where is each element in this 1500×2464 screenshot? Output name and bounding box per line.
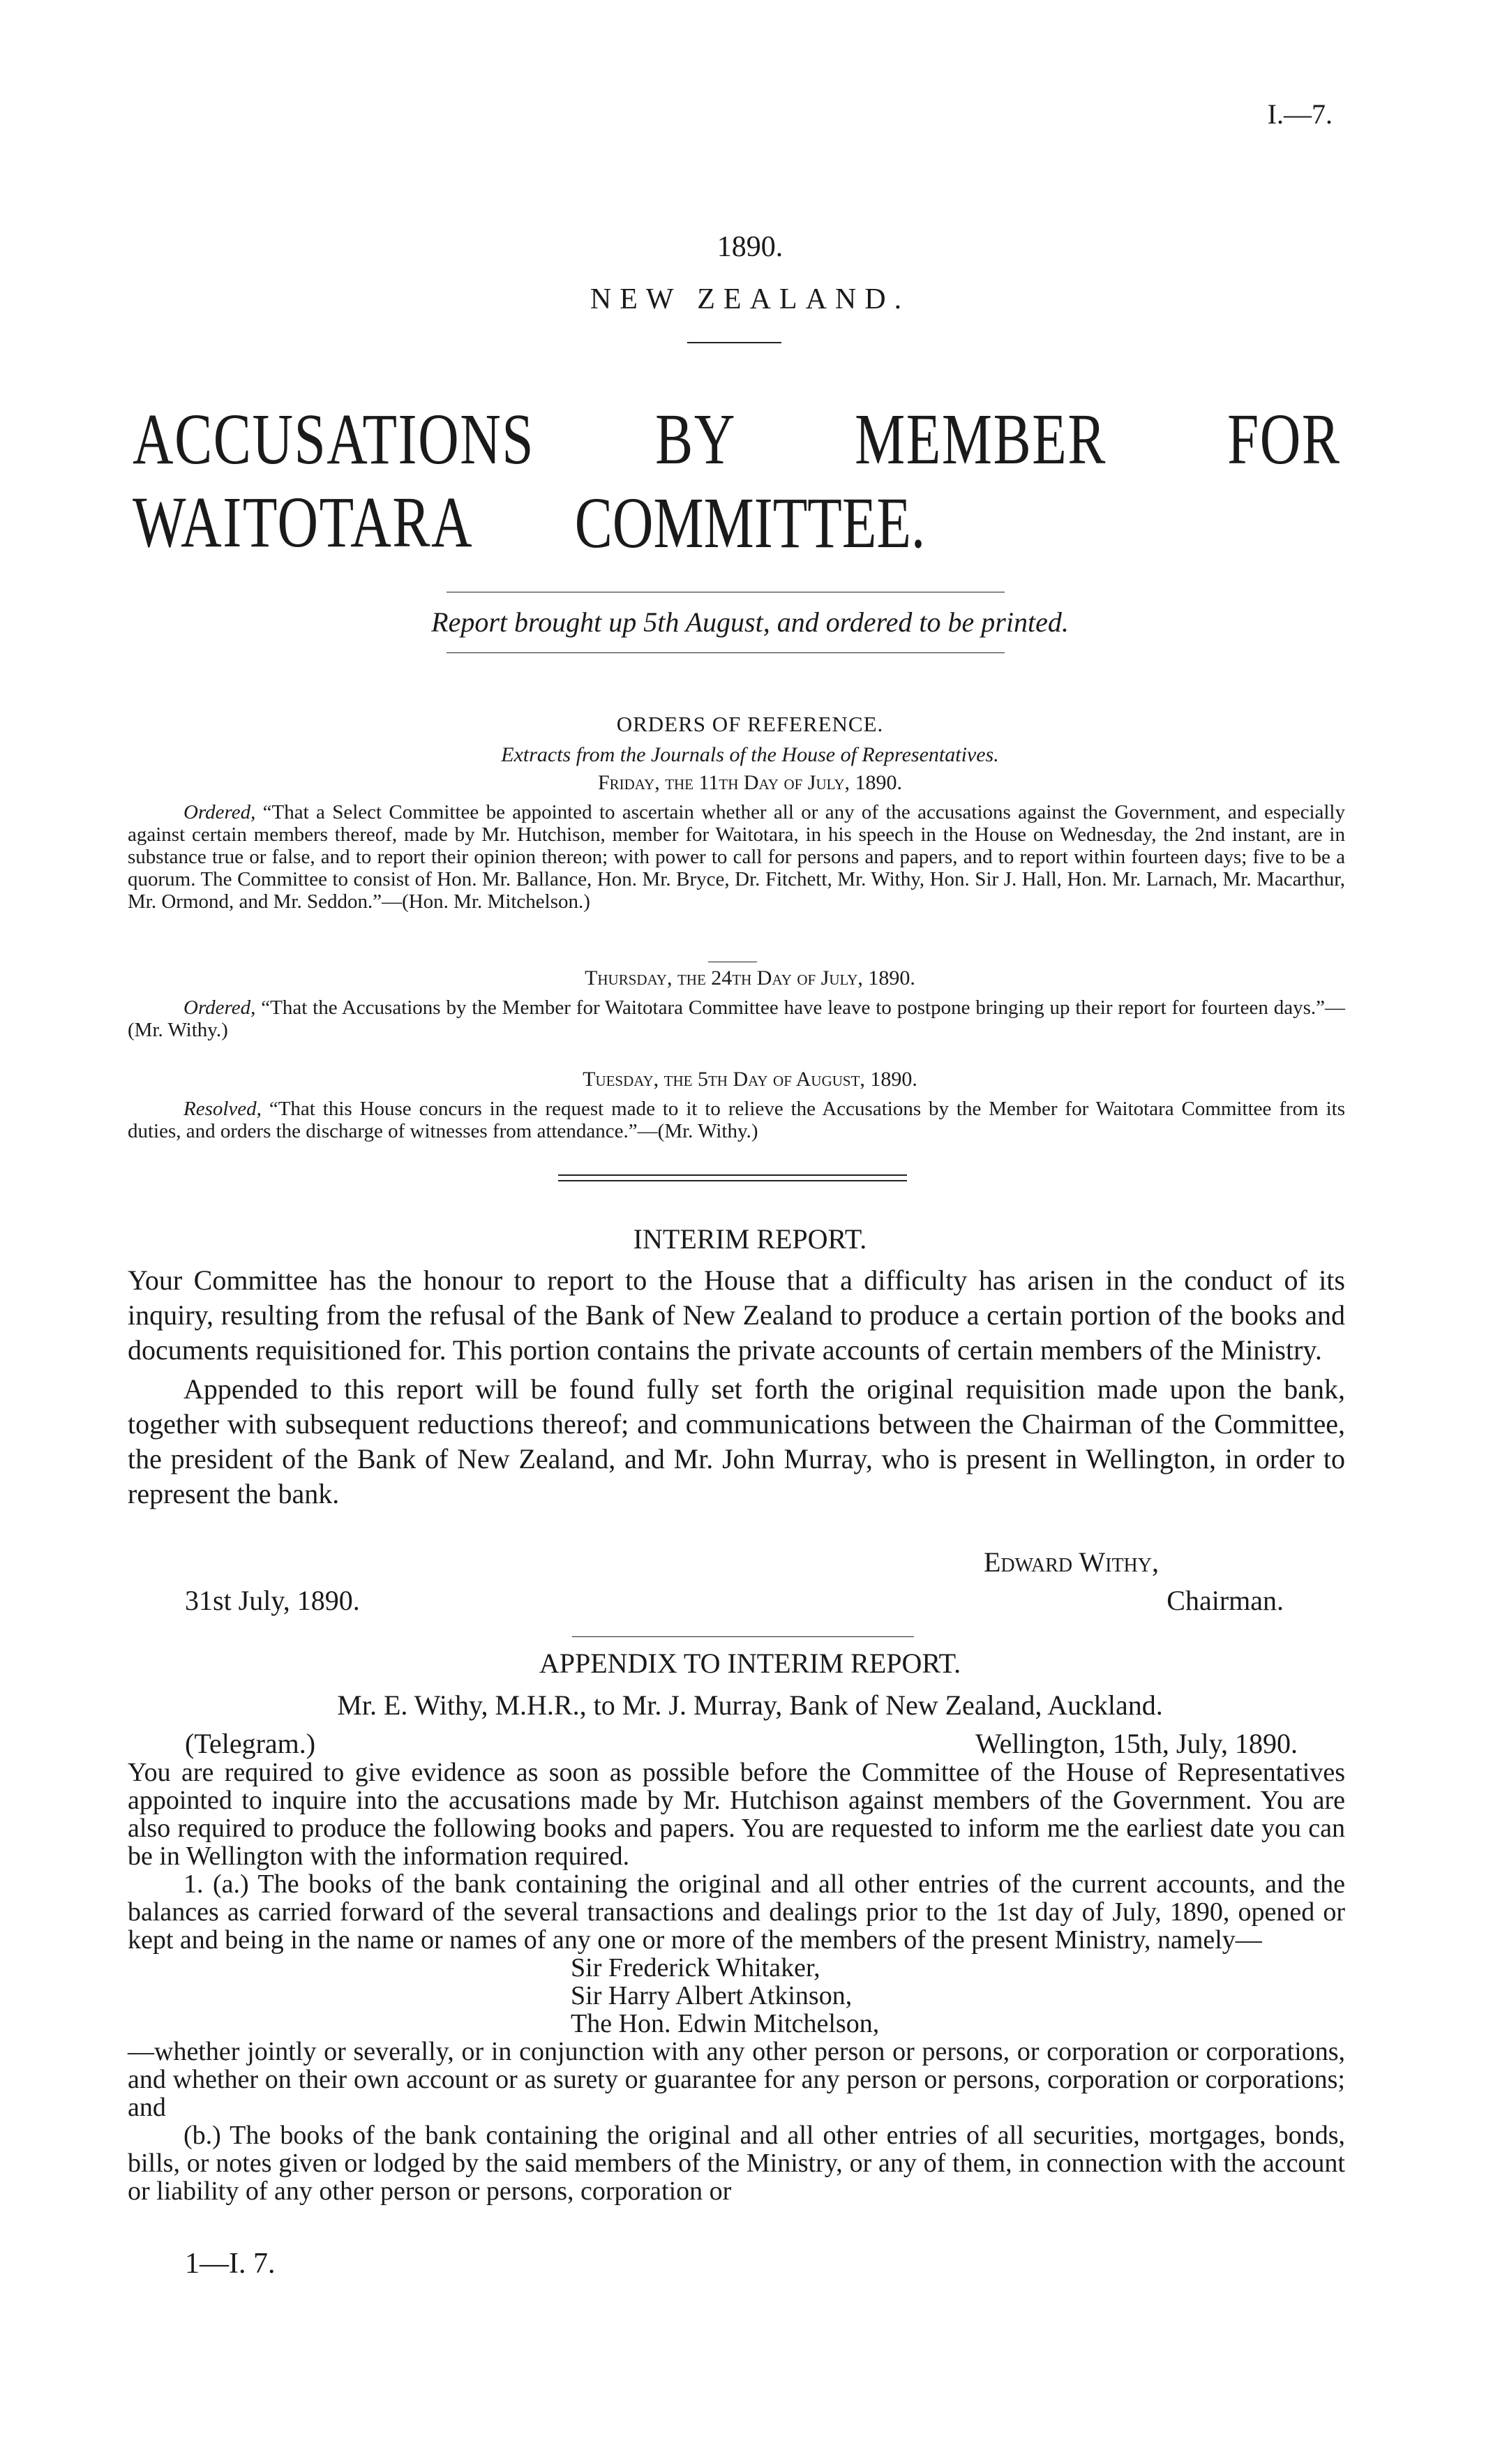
appendix-paragraph-1: You are required to give evidence as soon as possible before the Committee of the House of Representatives appointed to inquire into the accusations made by Mr. Hutchison against members of the Government. You are also required to produce the following books and papers. You are requested to inform me the earliest date you can be in Wellington with the information required.	[128, 1758, 1345, 1871]
orders-text-3: “That this House concurs in the request made to it to relieve the Accusations by the Member for Waitotara Committee from its duties, and orders the discharge of witnesses from attendance.”—(Mr. Withy.)	[128, 1098, 1345, 1142]
appendix-body	[128, 1759, 1345, 2205]
appendix-address: Mr. E. Withy, M.H.R., to Mr. J. Murray, Bank of New Zealand, Auckland.	[337, 1689, 1163, 1721]
minister-name: Sir Harry Albert Atkinson,	[571, 1981, 853, 2010]
interim-paragraph-2: Appended to this report will be found fully set forth the original requisition made upon the bank, together with subsequent reductions thereof; and communications between the Chairman of the Committee, the president of the Bank of New Zealand, and Mr. John Murray, who is present in Wellington, in order to represent the bank.	[128, 1373, 1345, 1509]
telegram-date: Wellington, 15th, July, 1890.	[975, 1728, 1298, 1759]
orders-paragraph-1	[128, 801, 1345, 913]
double-rule	[558, 1180, 907, 1181]
minister-name: Sir Frederick Whitaker,	[571, 1953, 820, 1983]
appendix-paragraph-4: (b.) The books of the bank containing the original and all other entries of all securities, mortgages, bonds, bills, or notes given or lodged by the said members of the Ministry, or any of them, in connection with the account or liability of any other person or persons, corporation or	[128, 2121, 1345, 2206]
orders-date-1: Friday, the 11th Day of July, 1890.	[597, 771, 903, 794]
title-line-2: COMMITTEE.	[574, 483, 926, 563]
telegram-label: (Telegram.)	[185, 1728, 316, 1759]
report-date: 31st July, 1890.	[185, 1585, 360, 1616]
signature-mark: 1—I. 7.	[185, 2248, 276, 2280]
orders-date-3: Tuesday, the 5th Day of August, 1890.	[583, 1068, 917, 1091]
interim-body	[128, 1263, 1345, 1511]
divider	[447, 652, 1005, 653]
double-rule	[558, 1174, 907, 1176]
ordered-label: Ordered,	[183, 801, 256, 823]
minister-name: The Hon. Edwin Mitchelson,	[571, 2009, 880, 2038]
appendix-heading: APPENDIX TO INTERIM REPORT.	[539, 1648, 961, 1679]
interim-paragraph-1: Your Committee has the honour to report to the House that a difficulty has arisen in the conduct of its inquiry, resulting from the refusal of the Bank of New Zealand to produce a certain portion of the books and documents requisitioned for. This portion contains the private accounts of certain members of the Ministry.	[128, 1264, 1345, 1366]
year: 1890.	[717, 231, 783, 263]
appendix-paragraph-2: 1. (a.) The books of the bank containing the original and all other entries of the current accounts, and the balances as carried forward of the several transactions and dealings prior to the 1st day of July, 1890, opened or kept and being in the name or names of any one or more of the members of the present Ministry, namely—	[128, 1869, 1345, 1955]
ministers-list	[128, 1954, 1345, 2038]
orders-extract-line: Extracts from the Journals of the House of Representatives.	[501, 743, 999, 766]
orders-paragraph-3	[128, 1098, 1345, 1142]
resolved-label: Resolved,	[183, 1098, 262, 1120]
orders-text-2: “That the Accusations by the Member for Waitotara Committee have leave to postpone bringing up their report for fourteen days.”—(Mr. Withy.)	[128, 996, 1345, 1041]
ordered-label: Ordered,	[183, 996, 256, 1019]
signatory: Edward Withy,	[984, 1546, 1159, 1578]
orders-date-2: Thursday, the 24th Day of July, 1890.	[585, 966, 915, 990]
title-line-1: ACCUSATIONS BY MEMBER FOR WAITOTARA	[133, 399, 1341, 562]
report-subtitle: Report brought up 5th August, and ordered to be printed.	[431, 606, 1069, 638]
page-reference: I.—7.	[1267, 98, 1333, 130]
divider	[572, 1636, 914, 1637]
orders-text-1: “That a Select Committee be appointed to ascertain whether all or any of the accusations against the Government, and especially against certain members thereof, made by Mr. Hutchison, member for Waitotara, in his speech in the House on Wednesday, the 2nd instant, are in substance true or false, and to report their opinion thereon; with power to call for persons and papers, and to report within fourteen days; five to be a quorum. The Committee to consist of Hon. Mr. Ballance, Hon. Mr. Bryce, Dr. Fitchett, Mr. Withy, Hon. Sir J. Hall, Hon. Mr. Larnach, Mr. Macarthur, Mr. Ormond, and Mr. Seddon.”—(Hon. Mr. Mitchelson.)	[128, 801, 1345, 913]
country: NEW ZEALAND.	[590, 283, 910, 315]
orders-heading: ORDERS OF REFERENCE.	[616, 712, 884, 736]
orders-paragraph-2	[128, 996, 1345, 1041]
appendix-paragraph-3: —whether jointly or severally, or in conjunction with any other person or persons, or corporation or corporations, and whether on their own account or as surety or guarantee for any person or persons, corporation or corporations; and	[128, 2037, 1345, 2122]
interim-heading: INTERIM REPORT.	[633, 1223, 867, 1255]
divider	[687, 342, 781, 343]
chairman-role: Chairman.	[1167, 1585, 1284, 1616]
